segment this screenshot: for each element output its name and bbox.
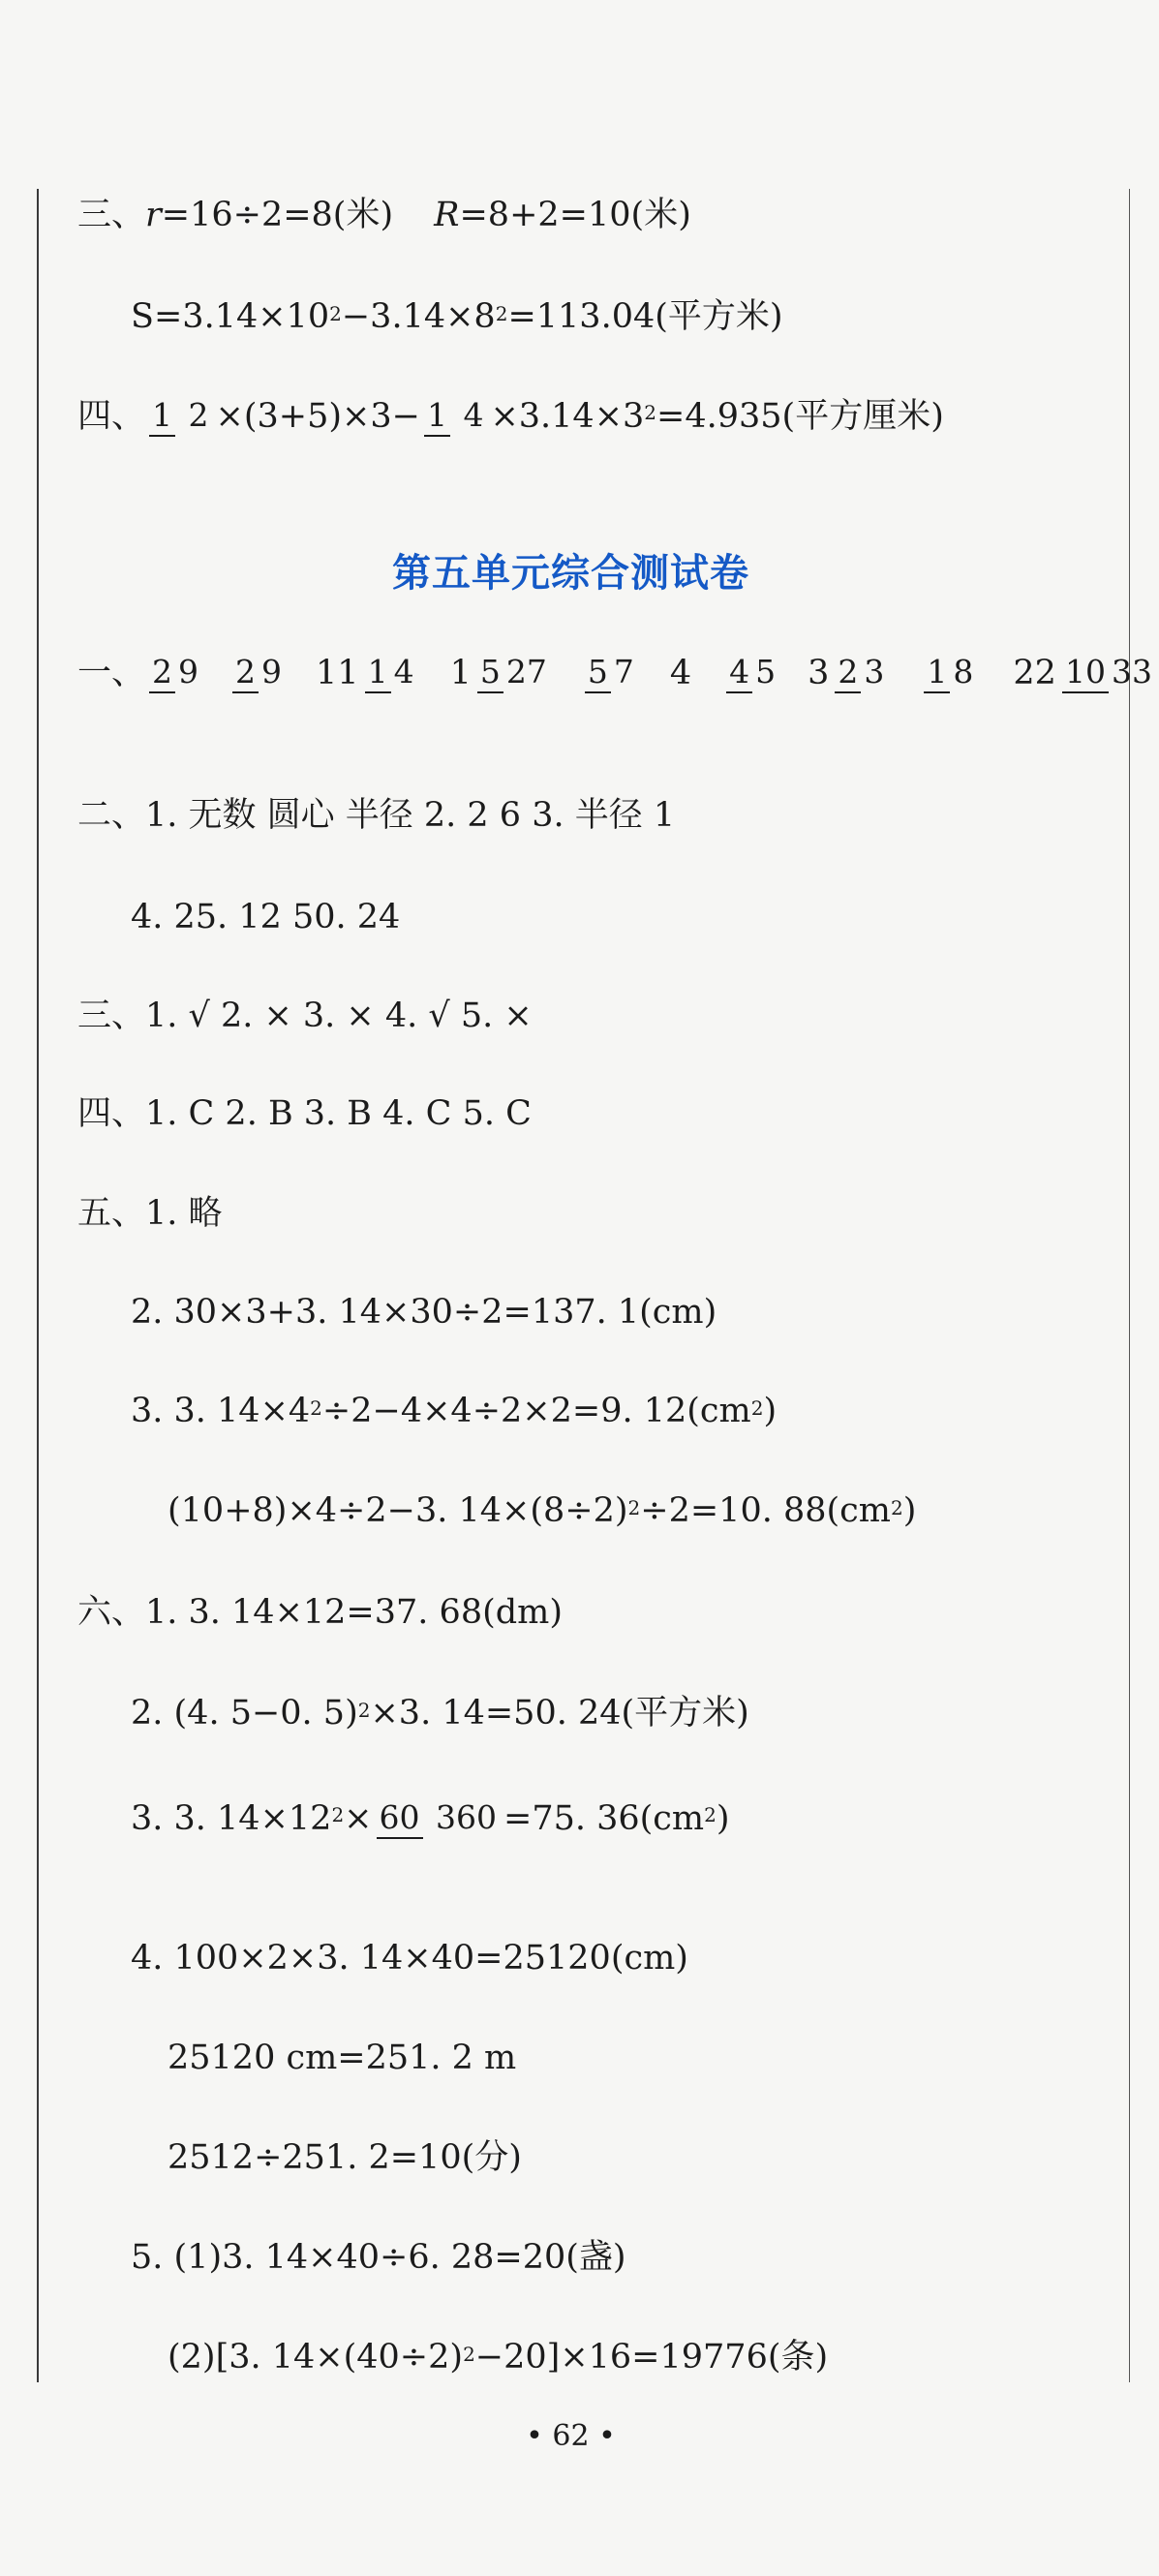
numerator: 1 (424, 399, 450, 437)
numerator: 5 (585, 656, 611, 693)
answer-fraction-item (1013, 654, 1159, 693)
fraction (477, 654, 550, 693)
denominator: 9 (178, 653, 199, 690)
equation-text: ) (902, 1491, 917, 1530)
numerator: 1 (365, 656, 391, 693)
right-margin-rule (1129, 189, 1130, 2382)
equation-text: 3. 3. 14×12 (131, 1798, 332, 1838)
answer-fraction-item (581, 654, 641, 693)
answer-line-5-3b: (10+8)×4÷2−3. 14×(8÷2) $^2$ ÷2=10. 88(cm $^2$ ) (168, 1491, 917, 1530)
equation-text: =8+2=10(米) (459, 196, 691, 234)
answer-line-6-3: 3. 3. 14×12 $^2$ × 60 360 =75. 36(cm $^2$ ) (131, 1798, 730, 1838)
denominator: 33 (1111, 653, 1152, 690)
numerator: 2 (149, 656, 175, 693)
denominator: 5 (755, 653, 777, 690)
whole-number: 4 (669, 653, 692, 692)
answer-line-2-4: 4. 25. 12 50. 24 (131, 898, 401, 936)
equation-text: =16÷2=8(米) (161, 196, 394, 234)
answer-line-6-4: 4. 100×2×3. 14×40=25120(cm) (131, 1939, 688, 1978)
answer-fraction-item (669, 653, 693, 692)
answer-line-area: S=3.14×10 $^2$ −3.14×8 $^2$ =113.04(平方米) (131, 297, 783, 336)
equation-text: ×3.14×3 (490, 396, 645, 436)
fraction-list (145, 654, 1159, 693)
whole-number: 3 (808, 653, 830, 692)
fraction (377, 1799, 501, 1839)
answer-line-1-fractions (77, 654, 1159, 693)
answer-line-5-2: 2. 30×3+3. 14×30÷2=137. 1(cm) (131, 1293, 717, 1332)
equation-text: ÷2=10. 88(cm (640, 1491, 891, 1530)
fraction (1062, 654, 1155, 693)
answer-line-6-5-2: (2)[3. 14×(40÷2) $^2$ −20]×16=19776(条) (168, 2338, 829, 2377)
denominator: 8 (953, 653, 974, 690)
whole-number: 11 (316, 653, 359, 692)
answer-line-6-1: 六、1. 3. 14×12=37. 68(dm) (77, 1593, 563, 1632)
denominator: 2 (188, 396, 209, 434)
equation-text: (2)[3. 14×(40÷2) (168, 2338, 464, 2377)
variable-R: R (434, 196, 460, 234)
answer-line-3-judgement: 三、1. √ 2. × 3. × 4. √ 5. × (77, 997, 533, 1035)
question-prefix: 四、 (77, 396, 146, 436)
equation-text: ×3. 14=50. 24(平方米) (370, 1694, 749, 1733)
left-margin-rule (37, 189, 39, 2382)
answer-line-3-radius (77, 196, 691, 234)
answer-line-6-4c: 2512÷251. 2=10(分) (168, 2138, 522, 2177)
numerator: 1 (924, 656, 950, 693)
fraction (232, 654, 285, 693)
denominator: 3 (864, 653, 885, 690)
answer-fraction-item (450, 654, 554, 693)
numerator: 2 (232, 656, 259, 693)
fraction (149, 654, 201, 693)
fraction (365, 654, 417, 693)
variable-r: r (145, 196, 162, 234)
answer-line-2: 二、1. 无数 圆心 半径 2. 2 6 3. 半径 1 (77, 796, 676, 835)
equation-text: ) (763, 1392, 778, 1430)
question-prefix: 三、 (77, 196, 146, 234)
denominator: 4 (463, 396, 484, 434)
denominator: 27 (505, 653, 547, 690)
answer-line-5-3: 3. 3. 14×4 $^2$ ÷2−4×4÷2×2=9. 12(cm $^2$ ) (131, 1392, 778, 1430)
answer-line-6-2: 2. (4. 5−0. 5) $^2$ ×3. 14=50. 24(平方米) (131, 1694, 749, 1733)
equation-text: ×(3+5)×3− (215, 396, 420, 436)
numerator: 1 (149, 399, 175, 437)
equation-text: (10+8)×4÷2−3. 14×(8÷2) (168, 1491, 628, 1530)
equation-text: ) (716, 1798, 730, 1838)
question-prefix: 一、 (77, 653, 146, 692)
answer-fraction-item (316, 654, 421, 693)
fraction (149, 397, 212, 437)
equation-text: ÷2−4×4÷2×2=9. 12(cm (321, 1392, 751, 1430)
numerator: 60 (377, 1801, 423, 1839)
answer-fraction-item (808, 654, 891, 693)
answer-fraction-item (145, 654, 205, 693)
equation-text: 2. (4. 5−0. 5) (131, 1694, 358, 1733)
page-number: • 62 • (526, 2419, 616, 2453)
denominator: 7 (613, 653, 634, 690)
equation-text: × (344, 1798, 373, 1838)
whole-number: 22 (1013, 653, 1056, 692)
answer-fraction-item (229, 654, 289, 693)
denominator: 360 (436, 1798, 497, 1836)
fraction (424, 397, 487, 437)
denominator: 9 (261, 653, 283, 690)
equation-text: =4.935(平方厘米) (656, 396, 944, 436)
answer-line-4: 四、 1 2 ×(3+5)×3− 1 4 ×3.14×3 $^2$ =4.935(平方厘米) (77, 396, 944, 436)
equation-text: −3.14×8 (341, 297, 496, 336)
equation-text: −20]×16=19776(条) (474, 2338, 829, 2377)
section-title: 第五单元综合测试卷 (392, 551, 749, 596)
fraction (924, 654, 976, 693)
numerator: 2 (835, 656, 861, 693)
answer-line-5-1: 五、1. 略 (77, 1194, 223, 1233)
answer-fraction-item (722, 654, 782, 693)
denominator: 4 (393, 653, 414, 690)
whole-number: 1 (449, 653, 472, 692)
numerator: 10 (1062, 656, 1109, 693)
fraction (835, 654, 887, 693)
answer-line-6-4b: 25120 cm=251. 2 m (168, 2039, 517, 2077)
numerator: 4 (726, 656, 752, 693)
answer-line-4-choice: 四、1. C 2. B 3. B 4. C 5. C (77, 1094, 532, 1133)
fraction (726, 654, 778, 693)
equation-text: 3. 3. 14×4 (131, 1392, 311, 1430)
equation-text: =75. 36(cm (503, 1798, 705, 1838)
answer-fraction-item (920, 654, 980, 693)
equation-text: S=3.14×10 (131, 297, 330, 336)
numerator: 5 (477, 656, 503, 693)
fraction (585, 654, 637, 693)
answer-line-6-5-1: 5. (1)3. 14×40÷6. 28=20(盏) (131, 2238, 626, 2277)
equation-text: =113.04(平方米) (507, 297, 783, 336)
